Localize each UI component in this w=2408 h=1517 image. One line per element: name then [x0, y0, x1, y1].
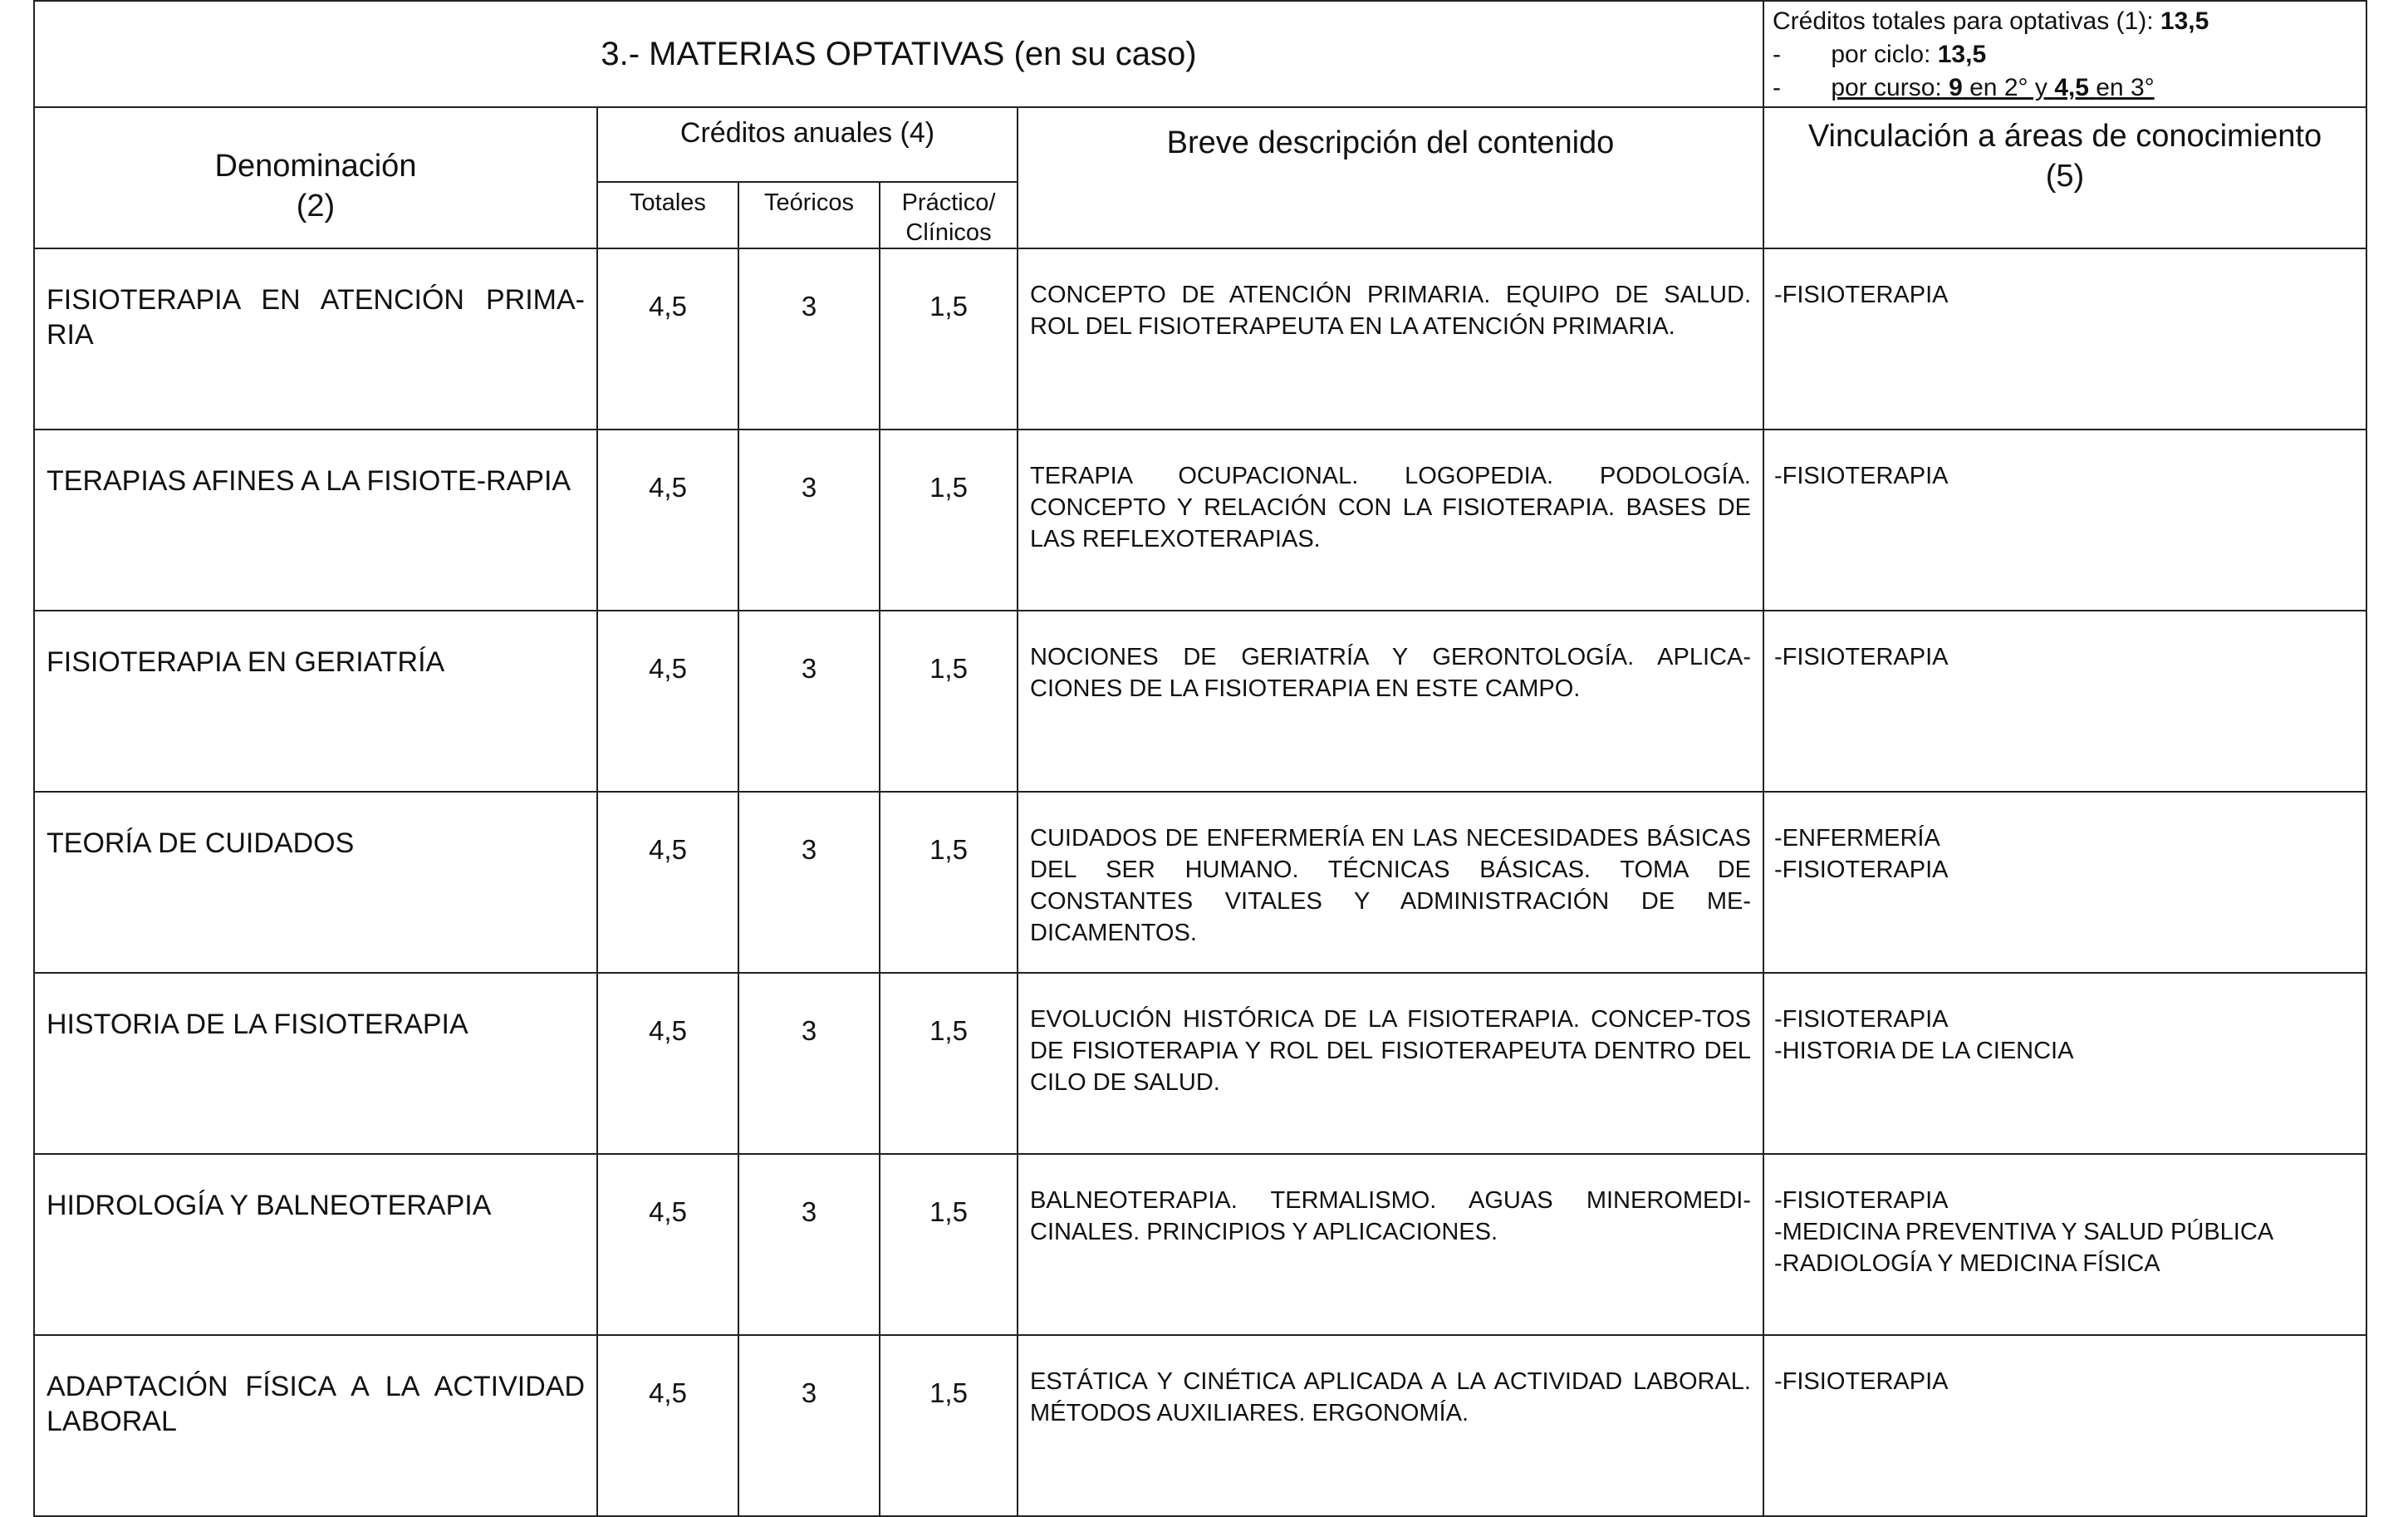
header-denominacion-note: (2): [296, 189, 336, 223]
credits-teoricos: 3: [738, 248, 880, 430]
credits-practicos: 1,5: [880, 248, 1018, 430]
credits-teoricos: 3: [738, 1335, 880, 1516]
content-description: TERAPIA OCUPACIONAL. LOGOPEDIA. PODOLOGÍA. CONCEPTO Y RELACIÓN CON LA FISIOTERAPIA. BASES DE LAS REFLEXOTERAPIAS.: [1018, 430, 1763, 611]
subject-name: HIDROLOGÍA Y BALNEOTERAPIA: [34, 1154, 597, 1335]
knowledge-areas: [1763, 611, 2366, 792]
header-descripcion: Breve descripción del contenido: [1018, 107, 1763, 248]
subject-name: FISIOTERAPIA EN GERIATRÍA: [34, 611, 597, 792]
credits-totales: 4,5: [597, 611, 738, 792]
knowledge-area-item: -MEDICINA PREVENTIVA Y SALUD PÚBLICA: [1774, 1219, 2274, 1245]
content-description: CONCEPTO DE ATENCIÓN PRIMARIA. EQUIPO DE SALUD. ROL DEL FISIOTERAPEUTA EN LA ATENCIÓN PRIMARIA.: [1018, 248, 1763, 430]
content-description: ESTÁTICA Y CINÉTICA APLICADA A LA ACTIVIDAD LABORAL. MÉTODOS AUXILIARES. ERGONOMÍA.: [1018, 1335, 1763, 1516]
knowledge-areas: [1763, 248, 2366, 430]
table-row: [34, 611, 2366, 792]
totals-course-label: por curso:: [1831, 74, 1942, 101]
header-totales: Totales: [597, 182, 738, 248]
section-title-row: [34, 1, 2366, 107]
knowledge-area-item: -FISIOTERAPIA: [1774, 463, 1949, 489]
knowledge-area-item: -RADIOLOGÍA Y MEDICINA FÍSICA: [1774, 1250, 2160, 1277]
header-denominacion-label: Denominación: [214, 149, 417, 184]
credits-practicos: 1,5: [880, 1335, 1018, 1516]
credits-teoricos: 3: [738, 973, 880, 1154]
header-practicos: Práctico/ Clínicos: [880, 182, 1018, 248]
content-description: NOCIONES DE GERIATRÍA Y GERONTOLOGÍA. APLICA-CIONES DE LA FISIOTERAPIA EN ESTE CAMPO.: [1018, 611, 1763, 792]
totals-line-total: [1773, 5, 2357, 38]
optional-subjects-document: [33, 0, 2367, 1517]
knowledge-area-item: -FISIOTERAPIA: [1774, 1187, 1949, 1214]
credits-totales: 4,5: [597, 248, 738, 430]
knowledge-area-item: -FISIOTERAPIA: [1774, 282, 1949, 308]
totals-total-label: Créditos totales para optativas (1):: [1773, 7, 2154, 35]
knowledge-areas: [1763, 1335, 2366, 1516]
credits-practicos: 1,5: [880, 973, 1018, 1154]
knowledge-areas: [1763, 973, 2366, 1154]
credits-practicos: 1,5: [880, 792, 1018, 973]
totals-cycle-label: por ciclo:: [1831, 41, 1931, 68]
header-creditos: Créditos anuales (4): [597, 107, 1018, 182]
totals-cycle-value: 13,5: [1937, 41, 1987, 68]
knowledge-area-item: -FISIOTERAPIA: [1774, 1006, 1949, 1033]
list-dash: -: [1773, 74, 1781, 101]
knowledge-areas: [1763, 1154, 2366, 1335]
credits-practicos: 1,5: [880, 430, 1018, 611]
header-row-1: [34, 107, 2366, 182]
subject-name: ADAPTACIÓN FÍSICA A LA ACTIVIDAD LABORAL: [34, 1335, 597, 1516]
subject-name: FISIOTERAPIA EN ATENCIÓN PRIMA-RIA: [34, 248, 597, 430]
totals-course-text: [1831, 74, 2154, 101]
credits-teoricos: 3: [738, 611, 880, 792]
credits-totales: 4,5: [597, 1154, 738, 1335]
totals-course-value-a: 9: [1949, 74, 1963, 101]
credits-teoricos: 3: [738, 430, 880, 611]
table-row: [34, 1335, 2366, 1516]
table-row: [34, 792, 2366, 973]
totals-total-value: 13,5: [2160, 7, 2209, 35]
knowledge-area-item: -ENFERMERÍA: [1774, 825, 1940, 852]
credits-practicos: 1,5: [880, 1154, 1018, 1335]
knowledge-areas: [1763, 430, 2366, 611]
section-title: 3.- MATERIAS OPTATIVAS (en su caso): [34, 1, 1763, 107]
knowledge-area-item: -HISTORIA DE LA CIENCIA: [1774, 1038, 2074, 1064]
header-vinculacion-note: (5): [2045, 159, 2085, 194]
totals-line-cycle: [1773, 38, 2357, 71]
credits-teoricos: 3: [738, 792, 880, 973]
table-row: [34, 248, 2366, 430]
subject-name: TERAPIAS AFINES A LA FISIOTE-RAPIA: [34, 430, 597, 611]
credits-totales: 4,5: [597, 973, 738, 1154]
credits-totales: 4,5: [597, 792, 738, 973]
table-row: [34, 1154, 2366, 1335]
credits-totales: 4,5: [597, 430, 738, 611]
optional-subjects-table: [33, 0, 2367, 1517]
subject-name: TEORÍA DE CUIDADOS: [34, 792, 597, 973]
credits-totales: 4,5: [597, 1335, 738, 1516]
header-vinculacion-label: Vinculación a áreas de conocimiento: [1807, 119, 2322, 154]
credits-teoricos: 3: [738, 1154, 880, 1335]
totals-line-course: [1773, 71, 2357, 105]
table-row: [34, 430, 2366, 611]
totals-course-value-b: 4,5: [2054, 74, 2089, 101]
knowledge-area-item: -FISIOTERAPIA: [1774, 644, 1949, 670]
header-denominacion: [34, 107, 597, 248]
credits-practicos: 1,5: [880, 611, 1018, 792]
knowledge-areas: [1763, 792, 2366, 973]
header-vinculacion: [1763, 107, 2366, 248]
content-description: CUIDADOS DE ENFERMERÍA EN LAS NECESIDADES BÁSICAS DEL SER HUMANO. TÉCNICAS BÁSICAS. TOMA DE CONSTANTES VITALES Y ADMINISTRACIÓN DE ME-DICAMENTOS.: [1018, 792, 1763, 973]
header-teoricos: Teóricos: [738, 182, 880, 248]
knowledge-area-item: -FISIOTERAPIA: [1774, 1368, 1949, 1395]
credit-totals-box: [1763, 1, 2366, 107]
subject-name: HISTORIA DE LA FISIOTERAPIA: [34, 973, 597, 1154]
totals-course-mid: en 2° y: [1969, 74, 2048, 101]
content-description: EVOLUCIÓN HISTÓRICA DE LA FISIOTERAPIA. CONCEP-TOS DE FISIOTERAPIA Y ROL DEL FISIOTERAPEUTA DENTRO DEL CILO DE SALUD.: [1018, 973, 1763, 1154]
content-description: BALNEOTERAPIA. TERMALISMO. AGUAS MINEROMEDI-CINALES. PRINCIPIOS Y APLICACIONES.: [1018, 1154, 1763, 1335]
knowledge-area-item: -FISIOTERAPIA: [1774, 857, 1949, 883]
totals-course-suffix: en 3°: [2096, 74, 2155, 101]
list-dash: -: [1773, 41, 1781, 68]
table-row: [34, 973, 2366, 1154]
